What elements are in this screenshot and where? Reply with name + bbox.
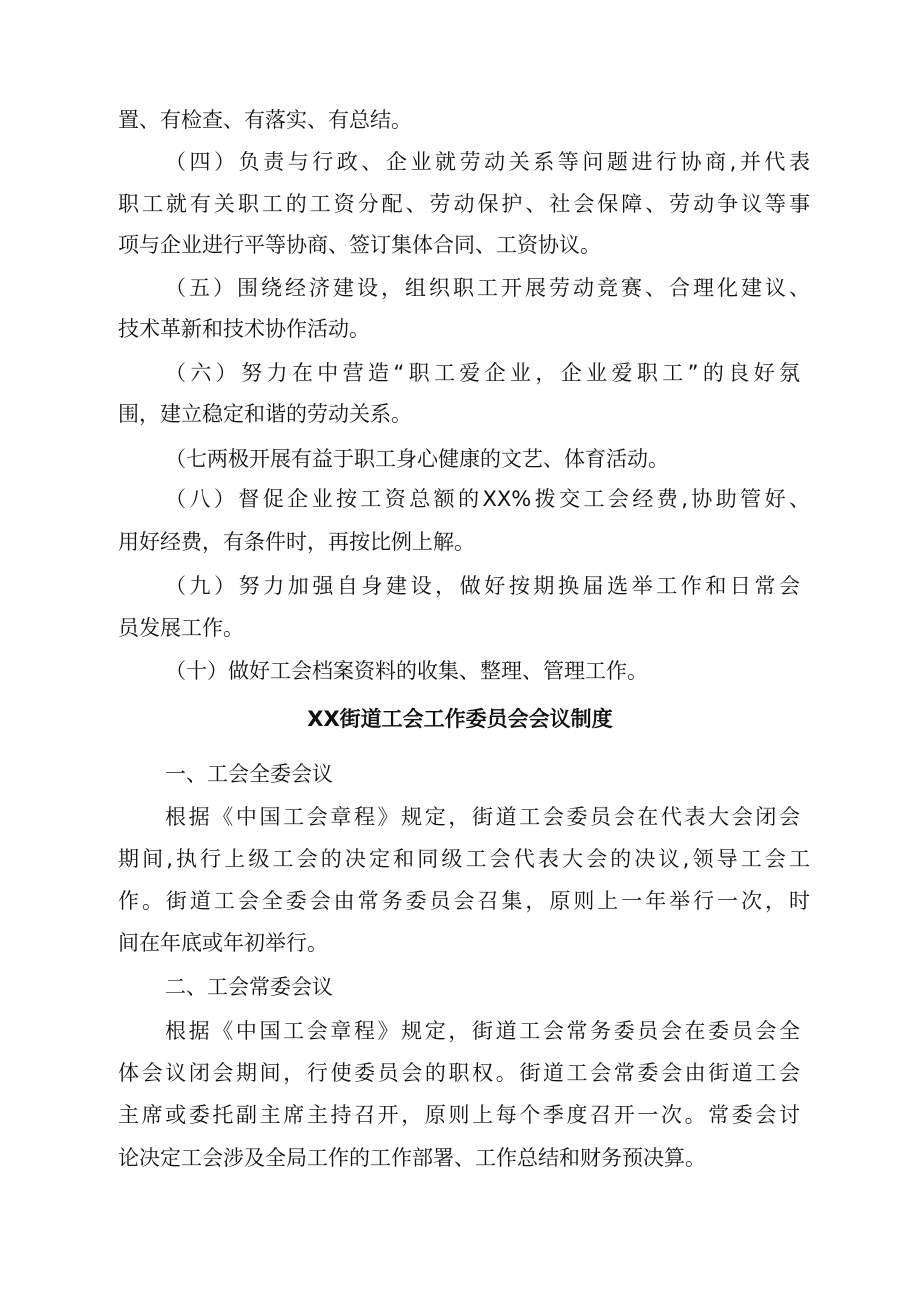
text-line: 技术革新和技术协作活动。 — [118, 317, 370, 341]
text-line: 根据《中国工会章程》规定，街道工会委员会在代表大会闭会 — [165, 805, 800, 829]
text-line: 用好经费，有条件时，再按比例上解。 — [118, 530, 475, 554]
text-line: 员发展工作。 — [118, 616, 244, 640]
text-line: 职工就有关职工的工资分配、劳动保护、社会保障、劳动争议等事 — [118, 192, 810, 216]
text-line: 论决定工会涉及全局工作的工作部署、工作总结和财务预决算。 — [118, 1146, 706, 1170]
section-heading: 一、工会全委会议 — [165, 762, 333, 786]
text-line: 围，建立稳定和谐的劳动关系。 — [118, 402, 412, 426]
text-line: 根据《中国工会章程》规定，街道工会常务委员会在委员会全 — [165, 1019, 800, 1043]
text-line: （四）负责与行政、企业就劳动关系等问题进行协商,并代表 — [165, 150, 810, 174]
section-title: XX街道工会工作委员会会议制度 — [307, 707, 613, 731]
text-line: 间在年底或年初举行。 — [118, 931, 328, 955]
section-heading: 二、工会常委会议 — [165, 975, 333, 999]
text-line: 主席或委托副主席主持召开，原则上每个季度召开一次。常委会讨 — [118, 1103, 800, 1127]
text-line: 体会议闭会期间，行使委员会的职权。街道工会常委会由街道工会 — [118, 1061, 800, 1085]
text-line: 置、有检查、有落实、有总结。 — [118, 108, 412, 132]
text-line: （六）努力在中营造“职工爱企业，企业爱职工”的良好氛 — [165, 361, 800, 385]
text-line: （十）做好工会档案资料的收集、整理、管理工作。 — [165, 659, 648, 683]
text-line: 期间,执行上级工会的决定和同级工会代表大会的决议,领导工会工 — [118, 847, 810, 871]
text-line: （九）努力加强自身建设，做好按期换届选举工作和日常会 — [165, 574, 800, 598]
text-line: （七两极开展有益于职工身心健康的文艺、体育活动。 — [165, 447, 669, 471]
text-line: 作。街道工会全委会由常务委员会召集，原则上一年举行一次，时 — [118, 889, 810, 913]
text-line: （五）围绕经济建设，组织职工开展劳动竞赛、合理化建议、 — [165, 276, 810, 300]
text-line: （八）督促企业按工资总额的XX%拨交工会经费,协助管好、 — [165, 487, 810, 511]
text-line: 项与企业进行平等协商、签订集体合同、工资协议。 — [118, 233, 601, 257]
